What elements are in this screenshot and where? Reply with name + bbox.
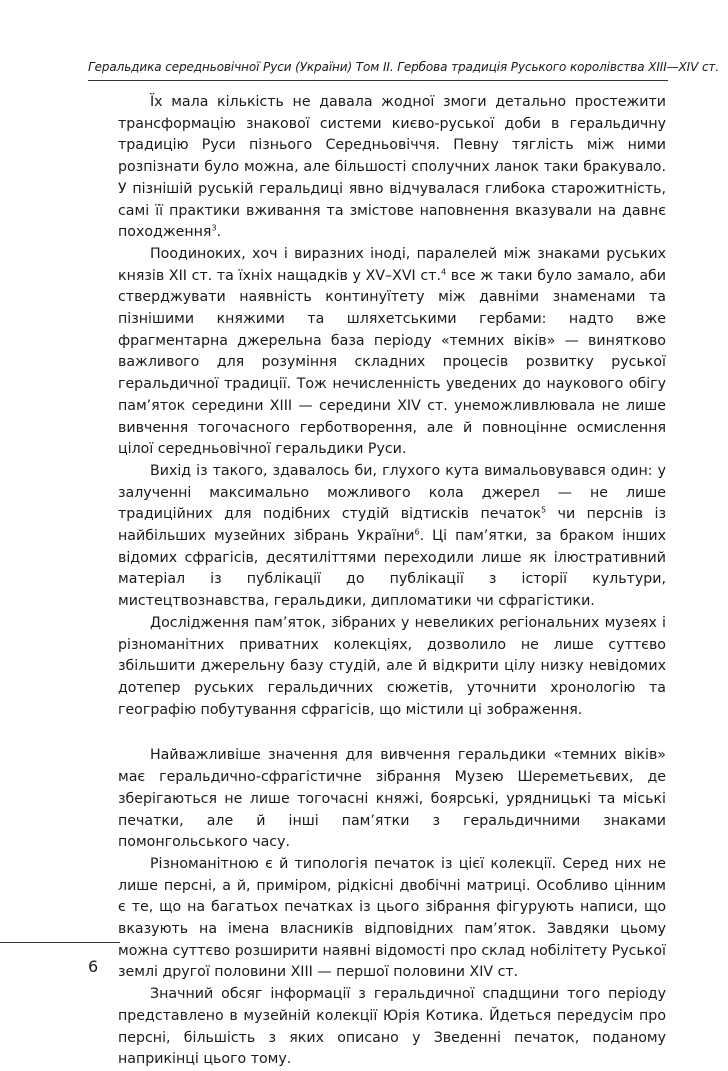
text-run: Значний обсяг інформації з геральдичної спадщини того періоду представлено в музейній колекції Юрія Котика. Йдеться передусім про персні, більшість з яких описано у Зведенні печаток, поданому наприкінці цього тому.	[118, 986, 666, 1068]
page-number: 6	[88, 957, 99, 976]
paragraph	[118, 984, 666, 1071]
paragraph	[118, 745, 666, 854]
text-run: Вихід із такого, здавалось би, глухого кута вимальовувався один: у залученні максимально можливого кола джерел — не лише традиційних для подібних студій відтисків печаток	[118, 462, 666, 523]
paragraph	[118, 613, 666, 722]
text-run: .	[216, 224, 222, 241]
text-run: Найважливіше значення для вивчення геральдики «темних віків» має геральдично-сфрагістичне зібрання Музею Шереметьєвих, де зберігаються не лише тогочасні княжі, боярські, урядницькі та міські печатки, але й інші пам’ятки з геральдичними знаками помонгольського часу.	[118, 747, 666, 851]
footnote-ref[interactable]: 6	[414, 527, 420, 537]
text-run: Їх мала кількість не давала жодної змоги детально простежити трансформацію знакової системи києво-руської доби в геральдичну традицію Руси пізнього Середньовіччя. Певну тяглість між ними розпізнати було можна, але більшості сполучних ланок таки бракувало. У пізнішій руській геральдиці явно відчувалася глибока старожитність, самі її практики вживання та змістове наповнення вказували на давнє походження	[118, 94, 666, 241]
paragraph	[118, 854, 666, 984]
text-run: Різноманітною є й типологія печаток із цієї колекції. Серед них не лише персні, а й, приміром, рідкісні двобічні матриці. Особливо цінним є те, що на багатьох печатках із цього зібрання фігурують написи, що вказують на імена власників відповідних пам’яток. Завдяки цьому можна суттєво розширити наявні відомості про склад нобілітету Руської землі другої половини XIII — першої половини XIV ст.	[118, 855, 666, 981]
text-run: чи перснів із найбільших музейних зібрань України	[118, 506, 666, 545]
text-run: Дослідження пам’яток, зібраних у невеликих регіональних музеях і різноманітних приватних колекціях, дозволило не лише суттєво збільшити джерельну базу студій, але й відкрити цілу низку невідомих дотепер руських геральдичних сюжетів, уточнити хронологію та географію побутування сфрагісів, що містили ці зображення.	[118, 614, 666, 718]
running-head: Геральдика середньовічної Руси (України) Том ІІ. Гербова традиція Руського королівства XIII—XIV ст.	[88, 60, 720, 74]
paragraph	[118, 244, 666, 461]
footnote-rule	[0, 942, 120, 943]
header-rule	[88, 80, 668, 81]
footnote-ref[interactable]: 4	[441, 266, 447, 276]
paragraph	[118, 92, 666, 244]
footnote-ref[interactable]: 5	[541, 505, 547, 515]
paragraph	[118, 461, 666, 613]
text-run: . Ці пам’ятки, за браком інших відомих сфрагісів, десятиліттями переходили лише як ілюстративний матеріал із публікації до публікації з історії культури, мистецтвознавства, геральдики, дипломатики чи сфрагістики.	[118, 528, 666, 610]
footnote-ref[interactable]: 3	[211, 223, 217, 233]
text-run: Поодиноких, хоч і виразних іноді, паралелей між знаками руських князів XII ст. та їхніх нащадків у XV–XVI ст.	[118, 245, 666, 284]
text-run: все ж таки було замало, аби стверджувати наявність континуїтету між давніми знаменами та пізнішими княжими та шляхетськими гербами: надто вже фрагментарна джерельна база періоду «темних віків» — винятково важливого для розуміння складних процесів розвитку руської геральдичної традиції. Тож нечисленність уведених до наукового обігу пам’яток середини XIII — середини XIV ст. унеможливлювала не лише вивчення тогочасного герботворення, але й повноцінне осмислення цілої середньовічної геральдики Руси.	[118, 267, 667, 458]
body-text	[118, 92, 666, 1071]
